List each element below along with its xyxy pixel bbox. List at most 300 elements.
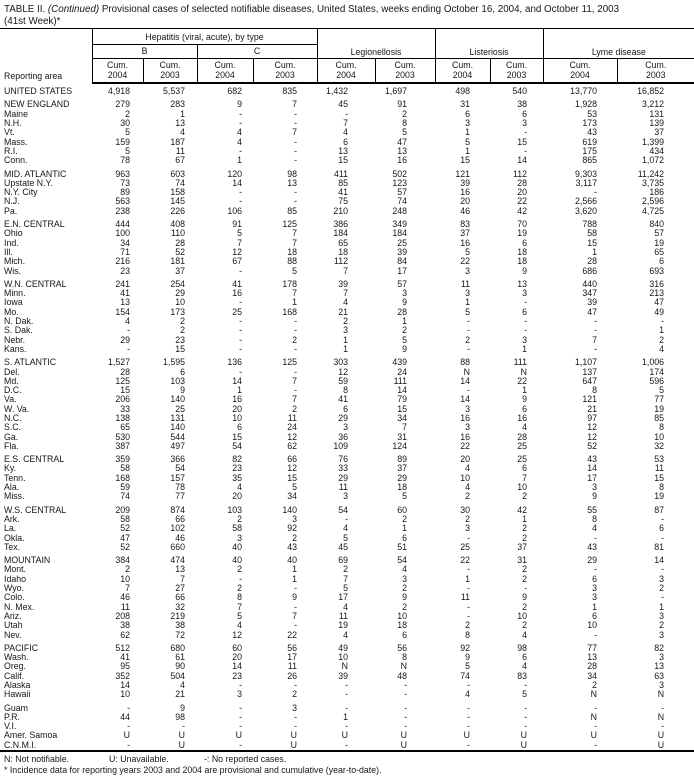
value-cell: U (657, 740, 665, 750)
value-cell: 43 (287, 542, 298, 552)
value-cell: 52 (120, 542, 130, 552)
value-cell: 8 (237, 593, 242, 603)
value-cell: 37 (397, 464, 408, 474)
reporting-area-cell: Ala. (4, 483, 20, 493)
value-cell: 2 (522, 533, 528, 543)
value-cell: 3 (659, 681, 665, 690)
value-cell: 15 (654, 473, 665, 483)
value-cell: 103 (227, 504, 242, 515)
value-cell: 12 (587, 423, 598, 433)
value-cell: 110 (170, 229, 185, 239)
value-cell: 25 (397, 238, 408, 248)
table-row (0, 326, 694, 335)
value-cell: N (657, 690, 665, 700)
value-cell: 98 (287, 168, 298, 179)
value-cell: - (467, 386, 471, 396)
value-cell: 18 (397, 483, 408, 493)
value-cell: 2 (659, 584, 665, 594)
value-cell: 15 (175, 344, 185, 354)
value-cell: 349 (392, 219, 408, 230)
value-cell: 25 (175, 404, 185, 414)
value-cell: 7 (292, 238, 298, 248)
value-cell: - (239, 702, 242, 713)
value-cell: 16 (517, 413, 528, 423)
value-cell: 9 (180, 702, 185, 713)
value-cell: 788 (582, 219, 598, 230)
value-cell: 1 (465, 574, 471, 584)
table-title-line1 (4, 4, 692, 16)
value-cell: U (123, 731, 130, 741)
value-cell: 40 (287, 555, 298, 566)
table-row (0, 543, 694, 552)
value-cell: 74 (120, 492, 130, 502)
value-cell: 835 (282, 86, 298, 97)
reporting-area-cell: UNITED STATES (4, 85, 73, 96)
value-cell: - (294, 119, 298, 129)
value-cell: 219 (170, 611, 185, 621)
value-cell: 1,697 (385, 86, 408, 97)
value-cell: 1 (592, 247, 598, 257)
value-cell: 39 (338, 671, 349, 681)
value-cell: 47 (587, 307, 598, 317)
value-cell: 29 (338, 473, 349, 483)
value-cell: 6 (522, 404, 528, 414)
legionellosis-group-header: Legionellosis (317, 29, 435, 59)
value-cell: 12 (338, 367, 349, 377)
table-row (0, 345, 694, 354)
value-cell: - (524, 702, 528, 713)
cum-label: Cum. (452, 60, 474, 70)
reporting-area-cell: Kans. (4, 344, 27, 354)
table-row (0, 451, 694, 464)
value-cell: 8 (592, 514, 598, 524)
value-cell: 17 (287, 653, 298, 663)
cum-label: Cum. (645, 60, 667, 70)
value-cell: 13,770 (570, 86, 598, 97)
value-cell: 3 (292, 514, 298, 524)
value-cell: - (239, 109, 242, 119)
value-cell: - (467, 584, 471, 594)
value-cell: 2 (592, 681, 598, 690)
value-cell: 241 (115, 278, 130, 289)
value-cell: 187 (170, 137, 185, 147)
value-cell: 43 (587, 128, 598, 138)
value-cell: - (594, 326, 598, 336)
value-cell: 121 (455, 168, 471, 179)
value-cell: 434 (649, 146, 665, 156)
value-cell: 3 (465, 266, 471, 276)
value-cell: 22 (460, 555, 471, 566)
value-cell: U (520, 731, 528, 741)
value-cell: 5 (402, 492, 408, 502)
value-cell: - (294, 137, 298, 147)
value-cell: 19 (654, 404, 665, 414)
value-cell: 65 (338, 238, 349, 248)
value-cell: 1 (343, 335, 349, 345)
value-cell: 181 (170, 257, 185, 267)
value-cell: 173 (582, 119, 598, 129)
value-cell: - (294, 621, 298, 631)
value-cell: 512 (115, 642, 130, 653)
value-cell: - (239, 367, 242, 377)
value-cell: 12 (232, 247, 242, 257)
table-title (0, 0, 694, 28)
value-cell: 540 (512, 86, 528, 97)
value-cell: 408 (170, 219, 185, 230)
value-cell: - (239, 326, 242, 336)
value-cell: 70 (517, 219, 528, 230)
value-cell: 74 (397, 197, 408, 207)
value-cell: 10 (397, 611, 408, 621)
value-cell: 3 (237, 690, 242, 700)
value-cell: 98 (517, 642, 528, 653)
value-cell: 34 (587, 671, 598, 681)
reporting-area-cell: N. Dak. (4, 317, 34, 327)
value-cell: 5 (292, 483, 298, 493)
value-cell: 563 (115, 197, 130, 207)
value-cell: 19 (517, 229, 528, 239)
value-cell: 7 (343, 574, 349, 584)
value-cell: 82 (232, 454, 242, 465)
reporting-area-cell: Mo. (4, 307, 19, 317)
reporting-area-cell: N. Mex. (4, 602, 35, 612)
value-cell: 125 (282, 357, 298, 368)
table-section (0, 640, 694, 700)
value-cell: 2 (522, 565, 528, 575)
table-row (0, 179, 694, 188)
value-cell: 29 (338, 413, 349, 423)
value-cell: - (467, 712, 471, 722)
value-cell: 14 (587, 464, 598, 474)
value-cell: 6 (522, 307, 528, 317)
value-cell: 77 (175, 492, 185, 502)
value-cell: 14 (232, 376, 242, 386)
value-cell: 1 (237, 386, 242, 396)
reporting-area-cell: N.Y. City (4, 188, 38, 198)
value-cell: 109 (333, 441, 349, 451)
value-cell: 178 (282, 278, 298, 289)
value-cell: 44 (120, 712, 130, 722)
value-cell: 34 (287, 492, 298, 502)
hepatitis-group-header: Hepatitis (viral, acute), by type (92, 29, 317, 45)
table-row (0, 207, 694, 216)
value-cell: 13 (175, 565, 185, 575)
value-cell: 3 (659, 611, 665, 621)
value-cell: 111 (393, 376, 408, 386)
value-cell: U (400, 731, 408, 741)
value-cell: 2 (465, 514, 471, 524)
value-cell: 5 (465, 662, 471, 672)
value-cell: 35 (232, 473, 242, 483)
value-cell: 3 (592, 593, 598, 603)
value-cell: - (404, 712, 408, 722)
value-cell: 83 (517, 671, 528, 681)
value-cell: 1 (522, 344, 528, 354)
value-cell: U (341, 731, 349, 741)
value-cell: - (345, 681, 349, 690)
value-cell: 544 (170, 432, 185, 442)
value-cell: 77 (654, 395, 665, 405)
value-cell: 20 (460, 454, 471, 465)
value-cell: 62 (120, 630, 130, 640)
year-label: 2003 (646, 69, 666, 80)
value-cell: 47 (654, 298, 665, 308)
footnote-unavailable: U: Unavailable. (109, 754, 169, 765)
value-cell: 2 (402, 584, 408, 594)
value-cell: 121 (582, 395, 598, 405)
value-cell: 20 (232, 492, 242, 502)
value-cell: 10 (517, 611, 528, 621)
table-row (0, 216, 694, 229)
table-section (0, 166, 694, 216)
reporting-area-cell: Ind. (4, 238, 19, 248)
value-cell: 34 (397, 413, 408, 423)
value-cell: 9 (180, 386, 185, 396)
value-cell: 78 (175, 483, 185, 493)
value-cell: 660 (170, 542, 185, 552)
value-cell: U (178, 740, 185, 750)
value-cell: 46 (460, 206, 471, 216)
value-cell: 874 (170, 504, 185, 515)
value-cell: 40 (232, 542, 242, 552)
value-cell: 140 (282, 504, 298, 515)
value-cell: 14 (460, 395, 471, 405)
value-cell: 1 (237, 156, 242, 166)
value-cell: - (661, 317, 665, 327)
value-cell: 47 (397, 137, 408, 147)
value-cell: 686 (582, 266, 598, 276)
value-cell: 157 (170, 473, 185, 483)
value-cell: 206 (115, 395, 130, 405)
value-cell: 125 (115, 376, 130, 386)
value-cell: 347 (582, 289, 598, 299)
value-cell: - (294, 317, 298, 327)
value-cell: 8 (343, 386, 349, 396)
year-label: 2003 (275, 69, 295, 80)
value-cell: 11 (460, 278, 471, 289)
value-cell: - (661, 514, 665, 524)
value-cell: 208 (115, 611, 130, 621)
table-row (0, 289, 694, 298)
value-cell: - (239, 574, 242, 584)
year-label: 2004 (107, 69, 128, 80)
value-cell: 5 (402, 335, 408, 345)
value-cell: 4 (659, 344, 665, 354)
value-cell: - (294, 109, 298, 119)
table-row (0, 565, 694, 574)
value-cell: 2 (402, 326, 408, 336)
value-cell: 7 (292, 99, 298, 110)
value-cell: 4 (180, 128, 185, 138)
table-row (0, 681, 694, 690)
reporting-area-cell: Vt. (4, 128, 15, 138)
value-cell: - (524, 146, 528, 156)
value-cell: U (520, 740, 528, 750)
table-row (0, 584, 694, 593)
value-cell: 175 (582, 146, 598, 156)
value-cell: 6 (659, 257, 665, 267)
table-title-line2: (41st Week)* (4, 15, 61, 27)
value-cell: 11 (287, 662, 298, 672)
value-cell: 82 (654, 642, 665, 653)
value-cell: 216 (115, 257, 130, 267)
value-cell: 59 (338, 376, 349, 386)
value-cell: 57 (397, 278, 408, 289)
table-row (0, 515, 694, 524)
value-cell: 39 (397, 247, 408, 257)
col-header-lyme-cum2004 (543, 59, 617, 84)
value-cell: 16 (232, 395, 242, 405)
value-cell: 20 (232, 404, 242, 414)
value-cell: 596 (649, 376, 665, 386)
value-cell: 77 (587, 642, 598, 653)
value-cell: 168 (115, 473, 130, 483)
value-cell: 3,620 (575, 206, 598, 216)
value-cell: - (239, 119, 242, 129)
table-row (0, 741, 694, 751)
value-cell: 1,399 (642, 137, 665, 147)
value-cell: 76 (338, 454, 349, 465)
value-cell: 173 (170, 307, 185, 317)
value-cell: 10 (460, 473, 471, 483)
table-row (0, 336, 694, 345)
value-cell: 31 (397, 432, 408, 442)
table-row (0, 368, 694, 377)
table-row (0, 147, 694, 156)
value-cell: - (345, 722, 349, 732)
reporting-area-cell: Minn. (4, 289, 26, 299)
value-cell: - (467, 317, 471, 327)
value-cell: 21 (338, 307, 349, 317)
table-section (0, 83, 694, 96)
value-cell: 52 (175, 247, 185, 257)
value-cell: 6 (522, 109, 528, 119)
value-cell: 53 (587, 109, 598, 119)
value-cell: 92 (460, 642, 471, 653)
value-cell: - (594, 533, 598, 543)
reporting-area-cell: Idaho (4, 574, 27, 584)
table-row (0, 502, 694, 515)
value-cell: 2 (292, 335, 298, 345)
value-cell: 2 (237, 584, 242, 594)
value-cell: - (467, 702, 471, 713)
value-cell: 440 (582, 278, 598, 289)
value-cell: 603 (170, 168, 185, 179)
value-cell: 1 (659, 326, 665, 336)
value-cell: U (178, 731, 185, 741)
value-cell: 6 (592, 574, 598, 584)
value-cell: 4,918 (107, 86, 130, 97)
value-cell: 8 (659, 483, 665, 493)
value-cell: 19 (654, 238, 665, 248)
value-cell: 9 (592, 492, 598, 502)
value-cell: 6 (343, 137, 349, 147)
reporting-area-cell: Ark. (4, 514, 20, 524)
value-cell: 1,928 (575, 99, 598, 110)
value-cell: 6 (659, 524, 665, 534)
value-cell: 6 (402, 630, 408, 640)
value-cell: 85 (287, 206, 298, 216)
value-cell: 3 (522, 119, 528, 129)
value-cell: 6 (237, 423, 242, 433)
value-cell: 1 (592, 602, 598, 612)
value-cell: 15 (517, 137, 528, 147)
value-cell: 2 (237, 565, 242, 575)
value-cell: 12 (232, 630, 242, 640)
value-cell: 79 (397, 395, 408, 405)
table-row (0, 405, 694, 414)
value-cell: - (524, 681, 528, 690)
cum-label: Cum. (159, 60, 181, 70)
value-cell: 25 (460, 542, 471, 552)
cum-label: Cum. (274, 60, 296, 70)
value-cell: 1 (522, 386, 528, 396)
value-cell: - (594, 630, 598, 640)
value-cell: 14 (232, 178, 242, 188)
value-cell: 10 (587, 621, 598, 631)
value-cell: 8 (592, 386, 598, 396)
value-cell: 5 (343, 584, 349, 594)
value-cell: 5 (125, 146, 130, 156)
table-row (0, 621, 694, 630)
table-title-prefix: TABLE II. (4, 4, 48, 15)
table-row (0, 603, 694, 612)
value-cell: 5 (292, 266, 298, 276)
table-row (0, 653, 694, 662)
value-cell: 2 (465, 621, 471, 631)
value-cell: 14 (460, 376, 471, 386)
value-cell: 9 (465, 653, 471, 663)
value-cell: N (590, 712, 598, 722)
value-cell: 140 (170, 423, 185, 433)
cum-label: Cum. (506, 60, 528, 70)
value-cell: - (524, 298, 528, 308)
value-cell: 78 (120, 156, 130, 166)
value-cell: - (182, 722, 185, 732)
value-cell: 1,107 (575, 357, 598, 368)
value-cell: 123 (392, 178, 408, 188)
value-cell: 1 (659, 602, 665, 612)
value-cell: 23 (175, 335, 185, 345)
value-cell: 112 (333, 257, 349, 267)
value-cell: 5 (465, 137, 471, 147)
cum-label: Cum. (394, 60, 416, 70)
value-cell: 411 (333, 168, 349, 179)
reporting-area-cell: V.I. (4, 722, 17, 732)
value-cell: 15 (287, 473, 298, 483)
value-cell: 111 (513, 357, 528, 368)
reporting-area-cell: Colo. (4, 593, 25, 603)
value-cell: - (661, 702, 665, 713)
table-row (0, 442, 694, 451)
value-cell: - (127, 702, 130, 713)
value-cell: 2 (522, 492, 528, 502)
value-cell: 103 (170, 376, 185, 386)
value-cell: 283 (170, 99, 185, 110)
value-cell: 210 (333, 206, 349, 216)
value-cell: 444 (115, 219, 130, 230)
value-cell: 6 (522, 464, 528, 474)
value-cell: 14 (232, 662, 242, 672)
reporting-area-cell: La. (4, 524, 17, 534)
value-cell: - (294, 188, 298, 198)
value-cell: 140 (170, 395, 185, 405)
value-cell: 4 (343, 602, 349, 612)
value-cell: 3,735 (642, 178, 665, 188)
value-cell: 25 (517, 441, 528, 451)
value-cell: 91 (232, 219, 242, 230)
table-row (0, 631, 694, 640)
